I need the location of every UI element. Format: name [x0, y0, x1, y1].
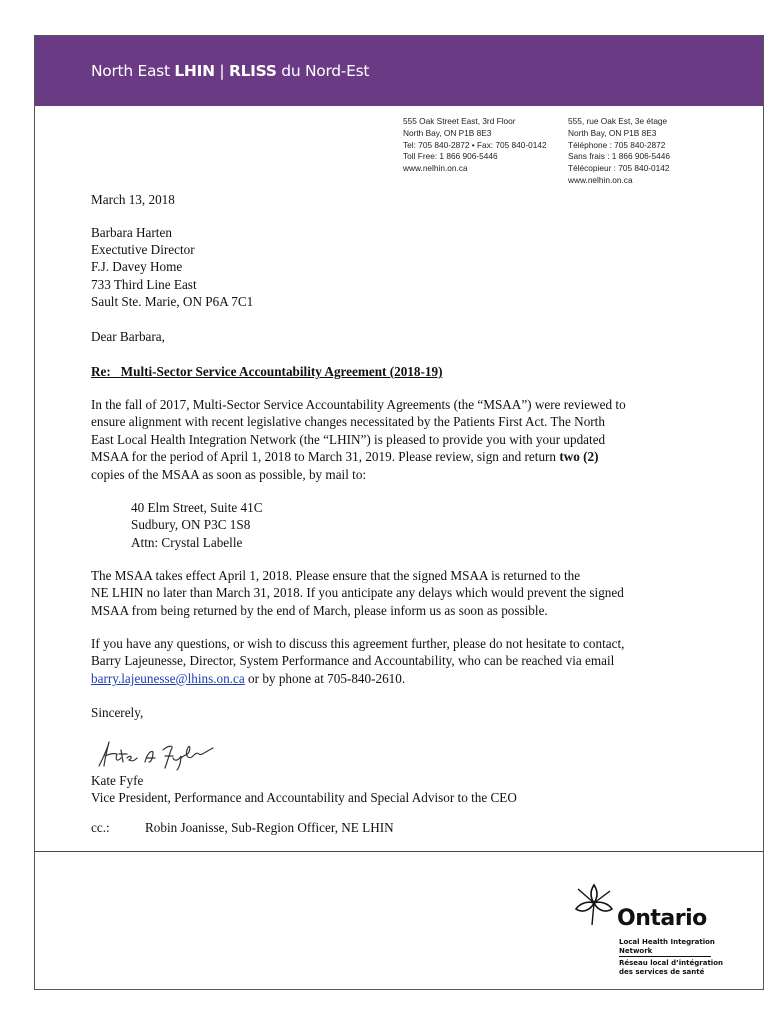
- copies-count: two (2): [559, 449, 599, 465]
- cc-recipient: Robin Joanisse, Sub-Region Officer, NE LHIN: [145, 820, 394, 835]
- paragraph-line: [91, 670, 624, 687]
- address-website: www.nelhin.on.ca: [403, 163, 468, 174]
- address-line: Téléphone : 705 840-2872: [568, 139, 666, 150]
- address-french: [568, 116, 670, 187]
- trillium-icon: [570, 881, 618, 929]
- paragraph-line: Barry Lajeunesse, Director, System Performance and Accountability, who can be reached via email: [91, 653, 615, 669]
- recipient-title: Exectutive Director: [91, 242, 195, 258]
- paragraph-text: MSAA for the period of April 1, 2018 to March 31, 2019. Please review, sign and return: [91, 449, 560, 465]
- signer-block: [91, 772, 517, 806]
- ontario-subtitle-fr: [619, 959, 723, 977]
- address-website: www.nelhin.on.ca: [568, 174, 633, 185]
- address-line: 555 Oak Street East, 3rd Floor: [403, 116, 516, 126]
- banner-title: [91, 62, 369, 80]
- address-line: North Bay, ON P1B 8E3: [403, 127, 492, 138]
- address-line: 555, rue Oak Est, 3e étage: [568, 116, 668, 126]
- recipient-organization: F.J. Davey Home: [91, 259, 183, 275]
- footer-divider: [35, 851, 763, 852]
- signer-title: Vice President, Performance and Accountability and Special Advisor to the CEO: [91, 790, 517, 806]
- paragraph-1: [91, 396, 626, 483]
- banner-du-nord-est: du Nord-Est: [276, 62, 370, 80]
- banner-north-east: North East: [91, 62, 175, 80]
- ontario-wordmark: Ontario: [617, 906, 707, 931]
- banner-rliss: RLISS: [228, 62, 277, 80]
- ontario-subtitle-line: Local Health Integration: [619, 938, 715, 946]
- letter-date: March 13, 2018: [91, 192, 175, 207]
- ontario-rule: [619, 956, 711, 957]
- mailing-attention: Attn: Crystal Labelle: [131, 534, 243, 550]
- letter-page: [34, 35, 764, 990]
- paragraph-line: MSAA from being returned by the end of March, please inform us as soon as possible.: [91, 602, 548, 618]
- closing: Sincerely,: [91, 705, 144, 720]
- mailing-street: 40 Elm Street, Suite 41C: [131, 500, 263, 515]
- address-english: [403, 116, 547, 175]
- lhin-banner: [35, 36, 763, 106]
- handwritten-signature: [95, 736, 225, 772]
- email-link[interactable]: barry.lajeunesse@lhins.on.ca: [91, 670, 245, 686]
- paragraph-3: [91, 635, 624, 687]
- paragraph-line: copies of the MSAA as soon as possible, by mail to:: [91, 466, 367, 482]
- signer-name: Kate Fyfe: [91, 773, 144, 788]
- subject-line: Re: Multi-Sector Service Accountability Agreement (2018-19): [91, 364, 443, 379]
- address-line: Sans frais : 1 866 906-5446: [568, 151, 670, 162]
- paragraph-line: If you have any questions, or wish to discuss this agreement further, please do not hesitate to contact,: [91, 636, 625, 651]
- paragraph-line: East Local Health Integration Network (the “LHIN”) is pleased to provide you with your updated: [91, 431, 606, 447]
- paragraph-line: ensure alignment with recent legislative changes necessitated by the Patients First Act. The North: [91, 414, 605, 430]
- ontario-subtitle-en: [619, 938, 715, 956]
- ontario-subtitle-line: Réseau local d’intégration: [619, 959, 723, 967]
- address-line: Tel: 705 840-2872 • Fax: 705 840-0142: [403, 139, 547, 150]
- ontario-subtitle-line: des services de santé: [619, 968, 705, 976]
- paragraph-line: [91, 448, 626, 465]
- recipient-block: [91, 224, 253, 310]
- cc-label: cc.:: [91, 820, 110, 835]
- paragraph-line: NE LHIN no later than March 31, 2018. If you anticipate any delays which would prevent the signed: [91, 585, 624, 601]
- recipient-street: 733 Third Line East: [91, 276, 197, 292]
- paragraph-line: The MSAA takes effect April 1, 2018. Please ensure that the signed MSAA is returned to the: [91, 568, 581, 583]
- banner-lhin: LHIN: [174, 62, 215, 80]
- address-line: Toll Free: 1 866 906-5446: [403, 151, 498, 162]
- banner-separator: |: [214, 62, 229, 80]
- ontario-subtitle-line: Network: [619, 947, 653, 955]
- recipient-name: Barbara Harten: [91, 225, 172, 240]
- paragraph-line: In the fall of 2017, Multi-Sector Service Accountability Agreements (the “MSAA”) were reviewed to: [91, 397, 626, 412]
- address-line: North Bay, ON P1B 8E3: [568, 127, 657, 138]
- paragraph-text: or by phone at 705-840-2610.: [244, 670, 406, 686]
- address-line: Télécopieur : 705 840-0142: [568, 163, 670, 174]
- paragraph-2: [91, 567, 624, 619]
- recipient-city: Sault Ste. Marie, ON P6A 7C1: [91, 293, 254, 309]
- mailing-address: [131, 499, 263, 551]
- salutation: Dear Barbara,: [91, 329, 165, 344]
- mailing-city: Sudbury, ON P3C 1S8: [131, 517, 251, 533]
